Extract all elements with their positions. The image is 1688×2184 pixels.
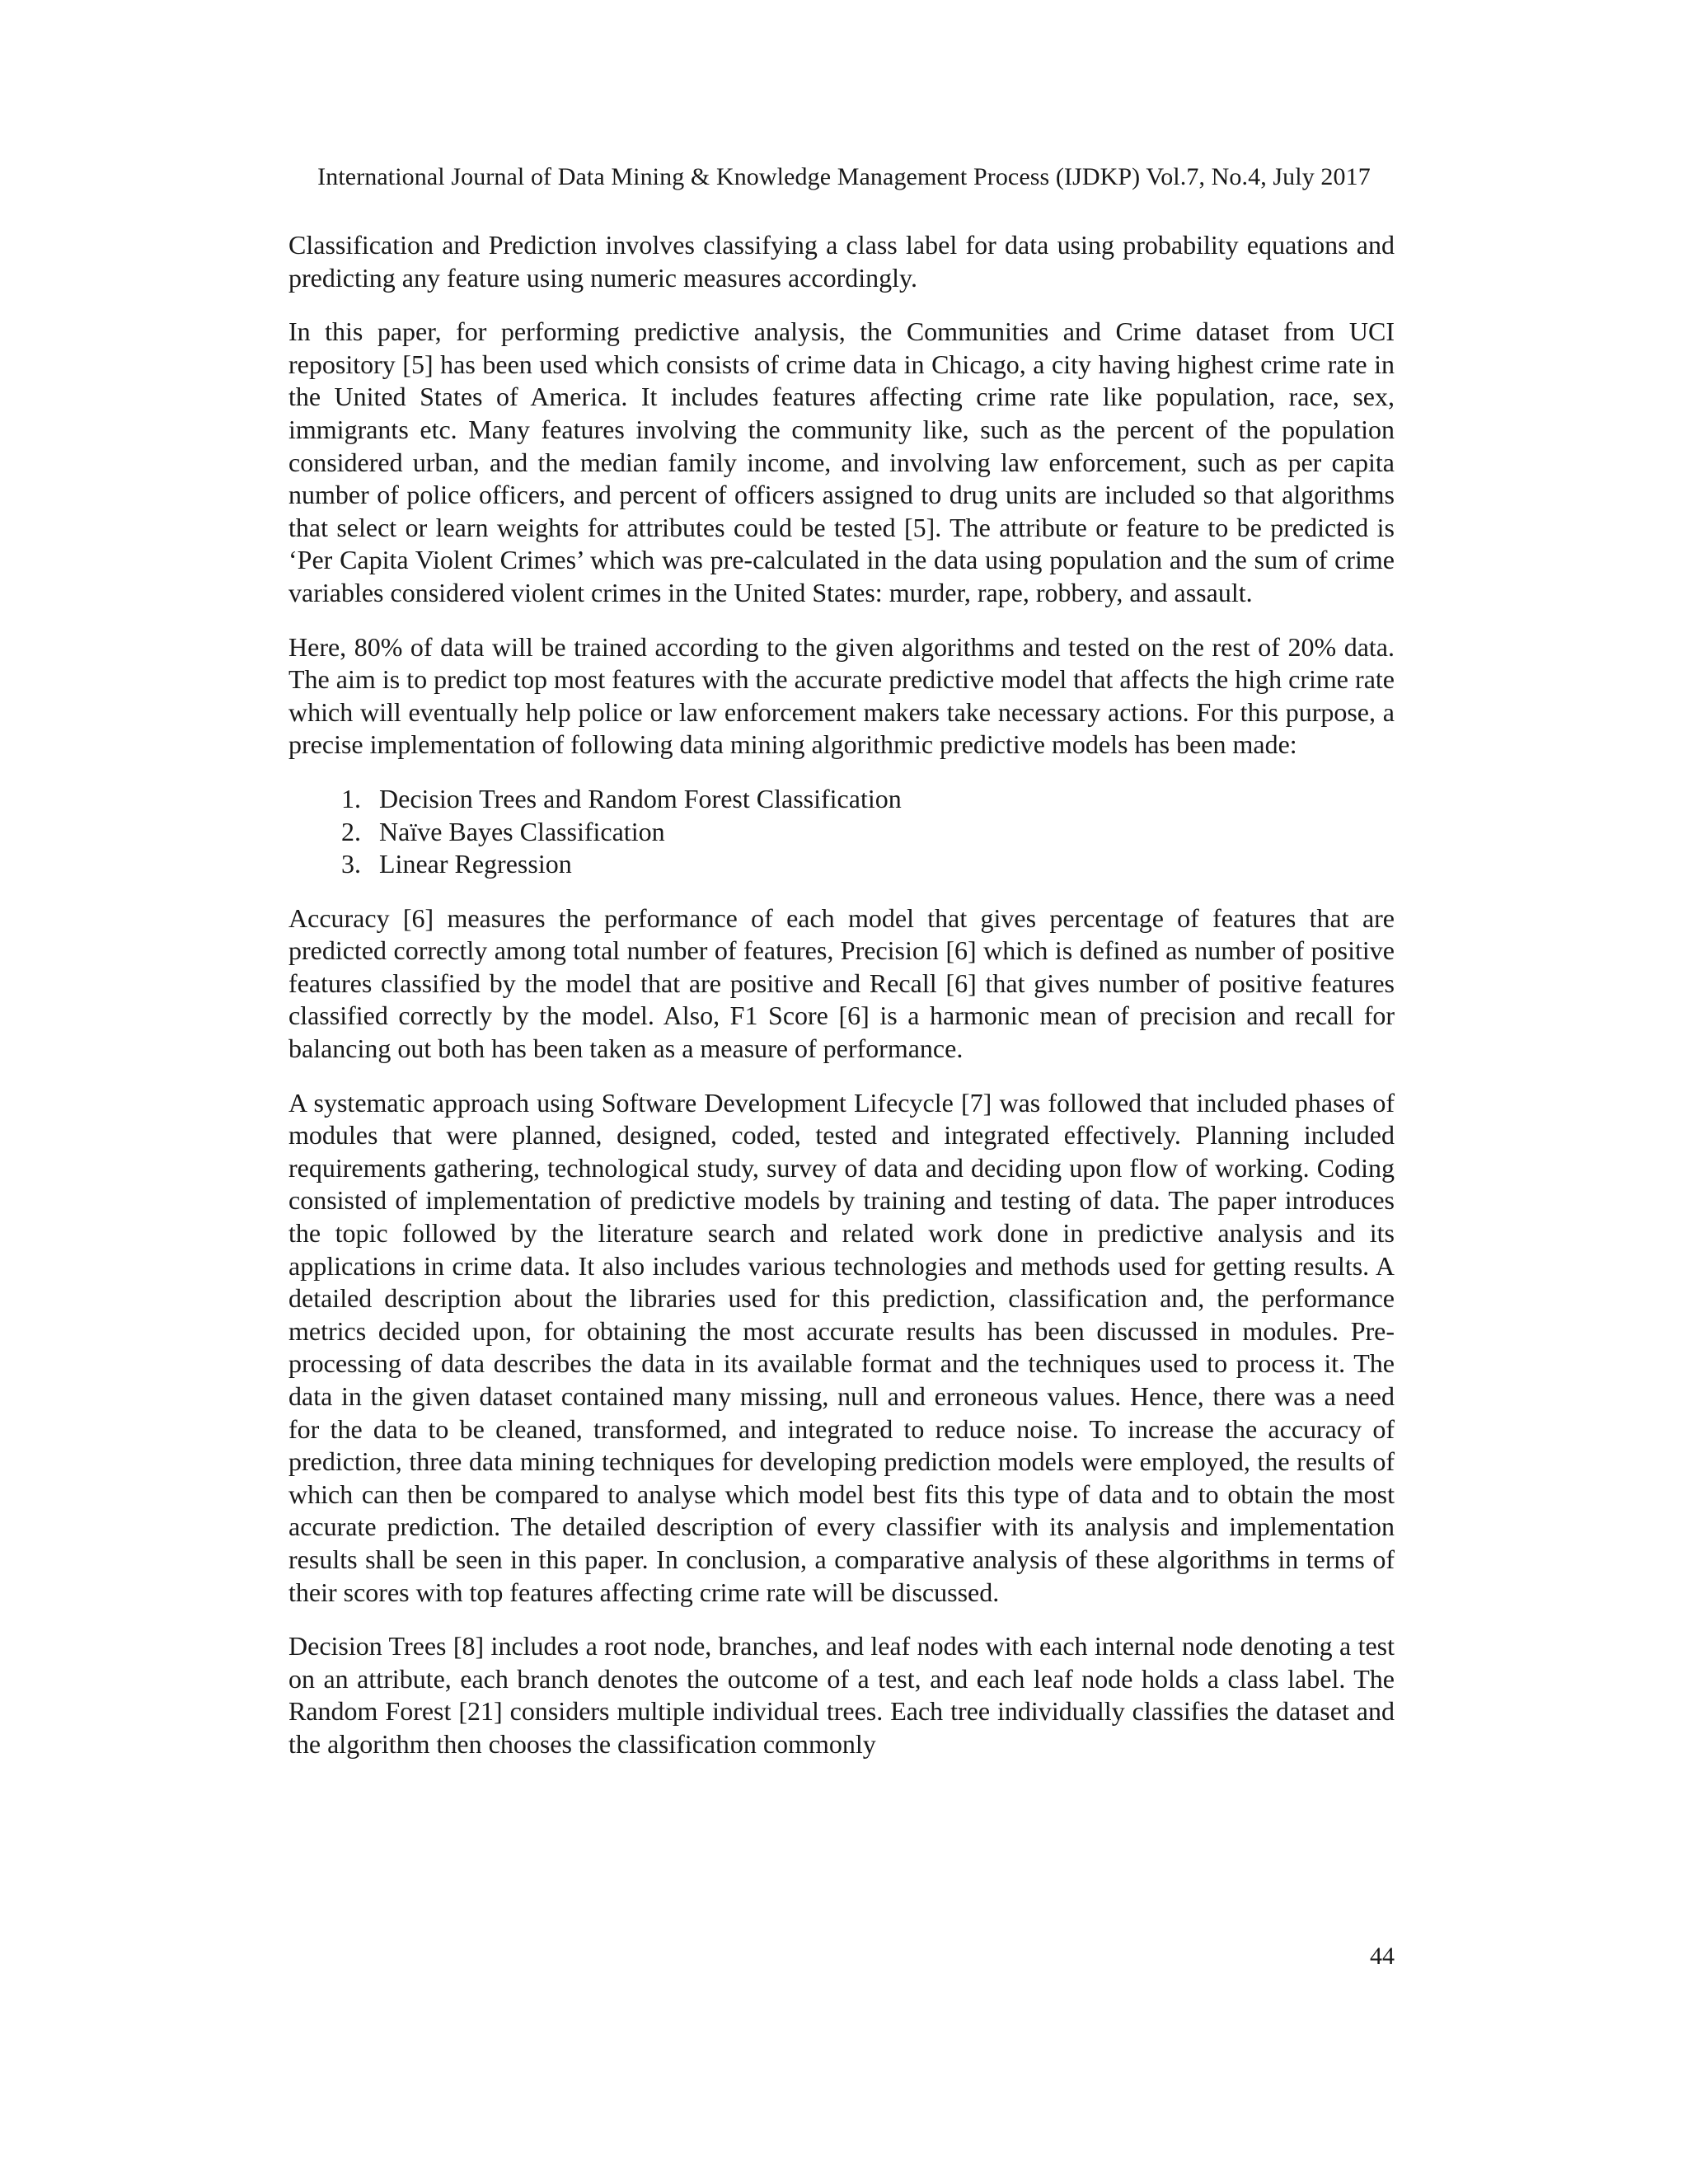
list-item-number: 1. bbox=[341, 783, 361, 813]
body-text bbox=[288, 229, 1395, 1783]
journal-header: International Journal of Data Mining & Knowledge Management Process (IJDKP) Vol.7, No.4, July 2017 bbox=[317, 163, 1371, 190]
list-item-text: Naïve Bayes Classification bbox=[379, 816, 665, 846]
paragraph-metrics: Accuracy [6] measures the performance of each model that gives percentage of features that are predicted correctly among total number of features, Precision [6] which is defined as number of positive features classified by the model that are positive and Recall [6] that gives number of positive features classified correctly by the model. Also, F1 Score [6] is a harmonic mean of precision and recall for balancing out both has been taken as a measure of performance. bbox=[288, 902, 1395, 1064]
paragraph-classification-prediction: Classification and Prediction involves classifying a class label for data using probability equations and predicting any feature using numeric measures accordingly. bbox=[288, 230, 1395, 293]
page-number: 44 bbox=[1370, 1943, 1395, 1970]
list-item bbox=[288, 848, 1395, 881]
algorithm-list bbox=[288, 783, 1395, 881]
list-item bbox=[288, 783, 1395, 816]
paragraph-sdlc: A systematic approach using Software Development Lifecycle [7] was followed that included phases of modules that were planned, designed, coded, tested and integrated effectively. Planning included requirements gathering, technological study, survey of data and deciding upon flow of working. Coding consisted of implementation of predictive models by training and testing of data. The paper introduces the topic followed by the literature search and related work done in predictive analysis and its applications in crime data. It also includes various technologies and methods used for getting results. A detailed description about the libraries used for this prediction, classification and, the performance metrics decided upon, for obtaining the most accurate results has been discussed in modules. Pre-processing of data describes the data in its available format and the techniques used to process it. The data in the given dataset contained many missing, null and erroneous values. Hence, there was a need for the data to be cleaned, transformed, and integrated to reduce noise. To increase the accuracy of prediction, three data mining techniques for developing prediction models were employed, the results of which can then be compared to analyse which model best fits this type of data and to obtain the most accurate prediction. The detailed description of every classifier with its analysis and implementation results shall be seen in this paper. In conclusion, a comparative analysis of these algorithms in terms of their scores with top features affecting crime rate will be discussed. bbox=[288, 1087, 1395, 1607]
list-item-number: 3. bbox=[341, 849, 361, 879]
list-item-text: Decision Trees and Random Forest Classification bbox=[379, 783, 902, 813]
paragraph-training-split: Here, 80% of data will be trained according to the given algorithms and tested on the rest of 20% data. The aim is to predict top most features with the accurate predictive model that affects the high crime rate which will eventually help police or law enforcement makers take necessary actions. For this purpose, a precise implementation of following data mining algorithmic predictive models has been made: bbox=[288, 631, 1395, 760]
paragraph-dataset: In this paper, for performing predictive analysis, the Communities and Crime dataset from UCI repository [5] has been used which consists of crime data in Chicago, a city having highest crime rate in the United States of America. It includes features affecting crime rate like population, race, sex, immigrants etc. Many features involving the community like, such as the percent of the population considered urban, and the median family income, and involving law enforcement, such as per capita number of police officers, and percent of officers assigned to drug units are included so that algorithms that select or learn weights for attributes could be tested [5]. The attribute or feature to be predicted is ‘Per Capita Violent Crimes’ which was pre-calculated in the data using population and the sum of crime variables considered violent crimes in the United States: murder, rape, robbery, and assault. bbox=[288, 316, 1395, 607]
paragraph-decision-trees: Decision Trees [8] includes a root node, branches, and leaf nodes with each internal node denoting a test on an attribute, each branch denotes the outcome of a test, and each leaf node holds a class label. The Random Forest [21] considers multiple individual trees. Each tree individually classifies the dataset and the algorithm then chooses the classification commonly bbox=[288, 1631, 1395, 1759]
list-item-number: 2. bbox=[341, 816, 361, 846]
list-item bbox=[288, 816, 1395, 849]
list-item-text: Linear Regression bbox=[379, 849, 572, 879]
